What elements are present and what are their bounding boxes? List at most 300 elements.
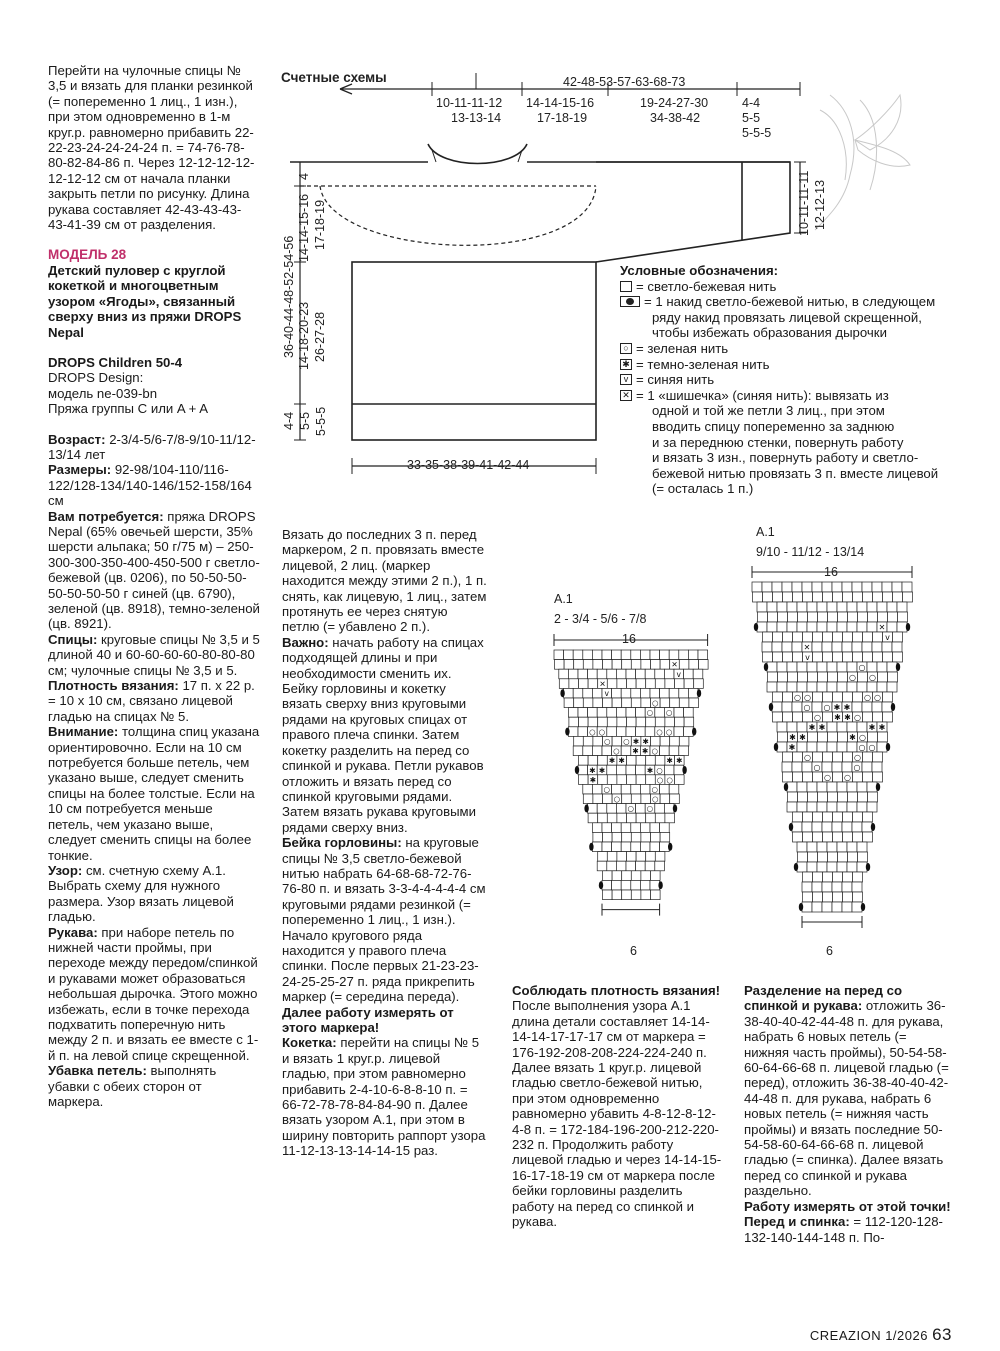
- chart-cell: [758, 612, 768, 622]
- chart-cell: [842, 642, 852, 652]
- chart-cell: [837, 862, 847, 872]
- chart-cell: [882, 702, 892, 712]
- chart-cell: [772, 702, 782, 712]
- chart-cell: [848, 852, 858, 862]
- legend-item-bobble: ✕ = 1 «шишечка» (синяя нить): вывязать из: [620, 388, 960, 404]
- chart-cell: [872, 762, 882, 772]
- chart-cell: [832, 762, 842, 772]
- chart-cell: [767, 662, 777, 672]
- chart-cell: [641, 890, 651, 900]
- chart-cell: [833, 892, 843, 902]
- chart-cell: [631, 823, 641, 833]
- chart-cell: [797, 602, 807, 612]
- chart-symbol: ○: [824, 773, 831, 782]
- chart-cell: [641, 660, 651, 670]
- chart-cell: [798, 852, 808, 862]
- yarnover-mark: [789, 823, 793, 831]
- chart-symbol: ✱: [598, 765, 606, 775]
- chart-cell: [822, 902, 832, 912]
- chart-cell: [828, 612, 838, 622]
- chart-cell: [646, 775, 656, 785]
- chart-cell: [883, 712, 893, 722]
- chart-cell: [862, 762, 872, 772]
- chart-cell: [803, 712, 813, 722]
- chart-cell: [554, 650, 564, 660]
- chart-cell: [873, 592, 883, 602]
- chart-cell: [579, 756, 589, 766]
- chart-cell: [802, 582, 812, 592]
- chart-cell: [887, 622, 897, 632]
- chart-cell: [878, 732, 888, 742]
- chart-cell: [607, 679, 617, 689]
- chart-cell: [593, 660, 603, 670]
- chart-cell: [598, 717, 608, 727]
- chart-cell: [641, 871, 651, 881]
- chart-cell: [684, 727, 694, 737]
- chart-cell: [867, 662, 877, 672]
- yoke-width-b: 17-18-19: [537, 111, 588, 125]
- neck-width-b: 13-13-14: [451, 111, 502, 125]
- chart-cell: [651, 832, 661, 842]
- chart-cell: [636, 717, 646, 727]
- chart-cell: [823, 892, 833, 902]
- chart-cell: [598, 813, 608, 823]
- chart-cell: [574, 660, 584, 670]
- chart-cell: [651, 660, 661, 670]
- chart-cell: [777, 742, 787, 752]
- chart-cell: [607, 775, 617, 785]
- chart-cell: [699, 660, 709, 670]
- chart-cell: [893, 652, 903, 662]
- chart-cell: [817, 742, 827, 752]
- chart-cell: [583, 660, 593, 670]
- chart-cell: [675, 717, 685, 727]
- chart-cell: [645, 669, 655, 679]
- chart-cell: [588, 804, 598, 814]
- chart-cell: [664, 765, 674, 775]
- chart-symbol: ○: [803, 703, 811, 712]
- chart-cell: [803, 632, 813, 642]
- chart-cell: [843, 832, 853, 842]
- col2-para-2: Бейку горловины и кокетку вязать сверху вниз круговыми рядами на круговых спицах от правого плеча спинки. Затем кокетку разделить на перед со спинкой и рукава. Петли рукавов отложить и вязать перед со спинкой круговыми рядами. Затем вязать рукава круговыми рядами сверху вниз.: [282, 681, 484, 835]
- yarnover-mark: [861, 903, 865, 911]
- chart-cell: [797, 802, 807, 812]
- chart-cell: [783, 712, 793, 722]
- chart-cell: [627, 813, 637, 823]
- chart-cell: [892, 582, 902, 592]
- chart-cell: [812, 902, 822, 912]
- chart-symbol: ✱: [799, 733, 806, 742]
- chart-cell: [857, 862, 867, 872]
- chart-cell: [616, 669, 626, 679]
- chart-cell: [631, 842, 641, 852]
- chart2-bottom-count: 6: [826, 944, 833, 958]
- chart-cell: [787, 662, 797, 672]
- chart-cell: [641, 832, 651, 842]
- chart-cell: [636, 669, 646, 679]
- chart-cell: [872, 702, 882, 712]
- chart-cell: [689, 660, 699, 670]
- chart-cell: [837, 722, 847, 732]
- right-sleeve-dim-b: 12-12-13: [813, 179, 827, 230]
- chart-cell: [684, 679, 694, 689]
- chart-cell: [812, 882, 822, 892]
- chart-cell: [842, 762, 852, 772]
- chart-cell: [873, 712, 883, 722]
- materials-para: Вам потребуется: пряжа DROPS Nepal (65% овечьей шерсти, 35% шерсти альпака; 50 г/75 м) – 250-300-300-350-400-450-500 г светло-бежевой (цв. 0206), по 50-50-50-50-50-50-50 г синей (цв. 6790), зеленой (цв. 8918), темно-зеленой (цв. 8921).: [48, 508, 260, 632]
- decrease-para: Убавка петель: выполнять убавки с обеих сторон от маркера.: [48, 1063, 217, 1109]
- chart-cell: [803, 832, 813, 842]
- chart-cell: [621, 746, 631, 756]
- yarnover-mark: [658, 881, 662, 889]
- chart-cell: [617, 852, 627, 862]
- chart-cell: [827, 842, 837, 852]
- chart-cell: [813, 692, 823, 702]
- left-yoke-dim-b: 17-18-19: [313, 199, 327, 250]
- chart-symbol: ✱: [676, 756, 683, 766]
- chart-cell: [843, 632, 853, 642]
- magazine-name: CREAZION 1/2026: [809, 1328, 928, 1343]
- chart-cell: [603, 832, 613, 842]
- chart-cell: [612, 890, 622, 900]
- chart-cell: [670, 698, 680, 708]
- chart-cell: [621, 650, 631, 660]
- chart-cell: [777, 622, 787, 632]
- chart-symbol: ○: [656, 775, 664, 785]
- chart-cell: [868, 732, 878, 742]
- legend-bobble-line-5: и вязать 3 изн., повернуть работу и светло-: [652, 450, 919, 466]
- design-line-1: DROPS Design:: [48, 370, 144, 386]
- chart-cell: [689, 698, 699, 708]
- chart-cell: [787, 602, 797, 612]
- sleeves-para: Рукава: при наборе петель по нижней части проймы, при переходе между передом/спинкой и рукавами может образоваться небольшая дырочка. Этого можно избежать, если в точке перехода подхватить поперечную нить между 2 п. и вязать ее вместе с 1-й п. на левой спице скрещенной.: [48, 924, 259, 1063]
- chart-cell: [823, 872, 833, 882]
- chart-cell: [877, 662, 887, 672]
- chart-cell: [843, 692, 853, 702]
- chart1-title: A.1: [554, 592, 573, 606]
- chart-cell: [603, 890, 613, 900]
- chart-symbol: v: [604, 689, 610, 698]
- chart-cell: [847, 782, 857, 792]
- chart-cell: [636, 765, 646, 775]
- chart-symbol: ○: [651, 698, 659, 708]
- chart-cell: [588, 708, 598, 718]
- chart-cell: [646, 717, 656, 727]
- note-para: Внимание: толщина спиц указана ориентировочно. Если на 10 см потребуется больше петель, чем указано выше, следует сменить спицы на более толстые. Если на 10 см потребуется меньше петель, чем указано выше, следует сменить спицы на более тонкие.: [48, 724, 260, 863]
- chart-cell: [802, 902, 812, 912]
- circle-symbol-icon: ○: [620, 343, 632, 354]
- chart-symbol: ✕: [599, 679, 606, 689]
- chart-cell: [592, 823, 602, 833]
- legend-item-blue: v = синяя нить: [620, 372, 960, 388]
- chart-cell: [882, 582, 892, 592]
- chart-cell: [603, 660, 613, 670]
- chart-cell: [578, 669, 588, 679]
- chart-cell: [843, 892, 853, 902]
- chart-cell: [631, 832, 641, 842]
- chart-cell: [812, 642, 822, 652]
- chart-cell: [622, 871, 632, 881]
- chart-cell: [564, 650, 574, 660]
- chart-cell: [827, 802, 837, 812]
- chart-cell: [813, 592, 823, 602]
- chart-cell: [602, 842, 612, 852]
- chart-cell: [832, 902, 842, 912]
- chart-cell: [612, 698, 622, 708]
- chart-symbol: v: [676, 669, 682, 679]
- left-rib-dim-b: 5-5: [298, 411, 312, 430]
- chart-cell: [852, 822, 862, 832]
- yarnover-mark: [906, 623, 910, 631]
- yarnover-mark: [774, 743, 778, 751]
- chart-cell: [867, 682, 877, 692]
- chart-symbol: ○: [613, 794, 621, 804]
- chart-cell: [893, 632, 903, 642]
- chart-cell: [631, 650, 641, 660]
- chart-cell: [837, 782, 847, 792]
- chart1-sizes: 2 - 3/4 - 5/6 - 7/8: [554, 612, 647, 626]
- chart-cell: [773, 712, 783, 722]
- chart-cell: [827, 622, 837, 632]
- chart-cell: [793, 592, 803, 602]
- yarnover-mark: [754, 623, 758, 631]
- chart-cell: [797, 662, 807, 672]
- chart-cell: [593, 736, 603, 746]
- chart-cell: [627, 852, 637, 862]
- chart-cell: [752, 582, 762, 592]
- chart-cell: [857, 782, 867, 792]
- chart-cell: [579, 679, 589, 689]
- chart-symbol: ✱: [642, 746, 649, 756]
- chart-symbol: ✱: [844, 713, 851, 722]
- chart-cell: [679, 698, 689, 708]
- chart-cell: [853, 812, 863, 822]
- chart-cell: [592, 746, 602, 756]
- chart-cell: [847, 622, 857, 632]
- chart-cell: [757, 622, 767, 632]
- chart-symbol: ○: [589, 727, 596, 737]
- chart-cell: [636, 852, 646, 862]
- chart-cell: [867, 602, 877, 612]
- chart-cell: [640, 688, 650, 698]
- chart-cell: [773, 592, 783, 602]
- chart-cell: [598, 852, 608, 862]
- chart-cell: [847, 662, 857, 672]
- chart-cell: [773, 652, 783, 662]
- chart-cell: [670, 794, 680, 804]
- chart-cell: [853, 652, 863, 662]
- chart-cell: [757, 602, 767, 612]
- chart-cell: [559, 679, 569, 689]
- sleeve-width-b: 34-38-42: [650, 111, 701, 125]
- chart-cell: [822, 582, 832, 592]
- chart-cell: [626, 765, 636, 775]
- chart-symbol: ○: [814, 713, 821, 722]
- chart-cell: [626, 861, 636, 871]
- chart-cell: [887, 662, 897, 672]
- chart-cell: [612, 880, 622, 890]
- chart-cell: [787, 622, 797, 632]
- chart-cell: [878, 672, 888, 682]
- legend-item-yarnover: = 1 накид светло-бежевой нитью, в следующем: [620, 294, 960, 310]
- chart-cell: [813, 832, 823, 842]
- chart-cell: [897, 602, 907, 612]
- chart-cell: [631, 890, 641, 900]
- cuff-a: 4-4: [742, 96, 761, 110]
- chart-cell: [813, 892, 823, 902]
- chart-cell: [612, 871, 622, 881]
- chart-cell: [787, 782, 797, 792]
- chart-cell: [782, 762, 792, 772]
- chart-cell: [827, 682, 837, 692]
- chart-symbol: ✱: [589, 765, 596, 775]
- measure-note: Работу измерять от этой точки!: [744, 1198, 951, 1214]
- chart-cell: [593, 832, 603, 842]
- chart-cell: [838, 852, 848, 862]
- chart-cell: [640, 650, 650, 660]
- chart-symbol: ○: [656, 765, 663, 775]
- design-line-3: Пряжа группы C или A + A: [48, 401, 209, 417]
- neck-width-a: 10-11-11-12: [436, 96, 503, 110]
- chart-cell: [837, 622, 847, 632]
- chart-cell: [622, 660, 632, 670]
- chart-symbol: ○: [874, 693, 881, 702]
- chart-cell: [847, 722, 857, 732]
- chart-cell: [559, 669, 569, 679]
- chart-cell: [660, 688, 670, 698]
- chart-cell: [669, 784, 679, 794]
- sizes-para: Размеры: 92-98/104-110/116-122/128-134/140-146/152-158/164 см: [48, 462, 252, 509]
- chart-cell: [768, 612, 778, 622]
- yoke-width-a: 14-14-15-16: [526, 96, 595, 110]
- chart-cell: [698, 650, 708, 660]
- chart-cell: [777, 602, 787, 612]
- chart-cell: [598, 775, 608, 785]
- chart-cell: [603, 871, 613, 881]
- chart-cell: [847, 682, 857, 692]
- chart-cell: [863, 712, 873, 722]
- chart-cell: [858, 852, 868, 862]
- chart-cell: [593, 698, 603, 708]
- chart-cell: [588, 717, 598, 727]
- chart-cell: [665, 679, 675, 689]
- chart-cell: [636, 861, 646, 871]
- chart-cell: [636, 727, 646, 737]
- chart-cell: [767, 682, 777, 692]
- chart-cell: [612, 736, 622, 746]
- chart-cell: [631, 794, 641, 804]
- chart-cell: [842, 822, 852, 832]
- chart-cell: [852, 882, 862, 892]
- chart-cell: [578, 708, 588, 718]
- chart-cell: [588, 813, 598, 823]
- chart-cell: [872, 642, 882, 652]
- chart-cell: [807, 782, 817, 792]
- chart-cell: [808, 612, 818, 622]
- chart-symbol: ✱: [632, 737, 640, 746]
- chart-cell: [858, 792, 868, 802]
- chart-cell: [812, 822, 822, 832]
- chart-cell: [660, 660, 670, 670]
- chart-cell: [688, 650, 698, 660]
- chart-cell: [897, 622, 907, 632]
- chart-a1-small: [554, 634, 708, 916]
- chart-cell: [573, 650, 583, 660]
- chart-cell: [843, 872, 853, 882]
- chart-symbol: ○: [868, 743, 876, 752]
- chart-cell: [588, 756, 598, 766]
- chart-cell: [863, 772, 873, 782]
- chart-cell: [833, 752, 843, 762]
- chart-symbol: ✕: [803, 643, 811, 652]
- chart-cell: [788, 612, 798, 622]
- chart-cell: [797, 842, 807, 852]
- chart-cell: [823, 652, 833, 662]
- chart-symbol: ✱: [608, 756, 616, 766]
- chart-cell: [808, 792, 818, 802]
- chart-cell: [823, 592, 833, 602]
- chart-cell: [772, 642, 782, 652]
- chart-cell: [807, 622, 817, 632]
- chart-cell: [853, 592, 863, 602]
- right-sleeve-dim-a: 10-11-11-11: [797, 170, 811, 236]
- chart-symbol: ○: [864, 693, 871, 702]
- chart-symbol: ○: [665, 727, 673, 737]
- chart-cell: [646, 679, 656, 689]
- legend-item-beige: = светло-бежевая нить: [620, 279, 960, 295]
- chart-cell: [616, 765, 626, 775]
- x-symbol-icon: ✕: [620, 390, 632, 401]
- chart-cell: [674, 765, 684, 775]
- chart-cell: [822, 822, 832, 832]
- design-line-2: модель ne-039-bn: [48, 385, 158, 401]
- cuff-b: 5-5: [742, 111, 761, 125]
- chart-cell: [655, 717, 665, 727]
- chart-cell: [640, 823, 650, 833]
- chart-cell: [636, 756, 646, 766]
- chart-cell: [555, 660, 565, 670]
- chart-cell: [853, 892, 863, 902]
- legend-yarnover-line-2: ряду накид провязать лицевой скрещенной,: [652, 309, 922, 325]
- chart-symbol: ○: [804, 753, 811, 762]
- chart-cell: [664, 669, 674, 679]
- left-neck-dim: 4: [297, 173, 311, 180]
- legend-bobble-line-6: бежевой нитью провязать 3 п. вместе лицевой: [652, 465, 939, 481]
- chart-cell: [847, 862, 857, 872]
- chart-cell: [797, 862, 807, 872]
- chart-cell: [802, 822, 812, 832]
- chart-cell: [660, 842, 670, 852]
- chart-cell: [650, 650, 660, 660]
- chart-cell: [665, 717, 675, 727]
- chart-cell: [862, 582, 872, 592]
- chart-cell: [622, 890, 632, 900]
- chart-symbol: ○: [859, 733, 866, 742]
- chart-cell: [798, 672, 808, 682]
- chart-cell: [818, 672, 828, 682]
- chart-symbol: ✱: [843, 703, 851, 712]
- chart-cell: [783, 752, 793, 762]
- chart-cell: [832, 882, 842, 892]
- neckband-para: Бейка горловины: на круговые спицы № 3,5 светло-бежевой нитью набрать 64-68-68-72-76-76-80 п. и вязать 3-3-4-4-4-4-4 см круговыми рядами резинкой (= попеременно 1 лиц., 1 изн.). Начало кругового ряда находится у правого плеча спинки. После первых 21-23-23-24-25-25-27 п. ряда прикрепить маркер (= середина переда). Далее работу измерять от этого маркера!: [282, 835, 486, 1035]
- chart-cell: [636, 813, 646, 823]
- chart-cell: [793, 812, 803, 822]
- chart-cell: [767, 602, 777, 612]
- chart-cell: [782, 642, 792, 652]
- chart-cell: [877, 682, 887, 692]
- chart-cell: [843, 812, 853, 822]
- chart-symbol: ✱: [789, 733, 796, 742]
